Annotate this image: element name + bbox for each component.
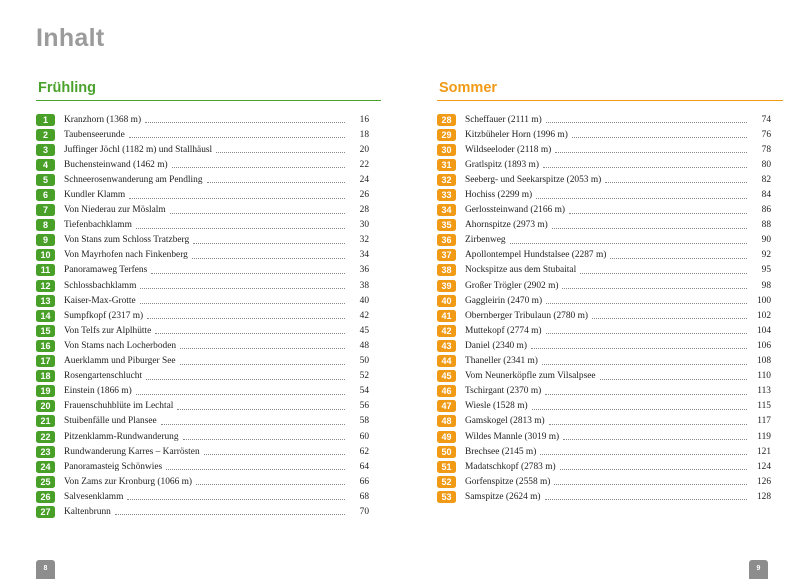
tour-number-badge: 23 — [36, 446, 55, 458]
toc-entry[interactable] — [36, 444, 381, 459]
toc-entry-title: Kaiser-Max-Grotte — [64, 295, 136, 306]
toc-entry-title: Scheffauer (2111 m) — [465, 114, 542, 125]
toc-entry[interactable] — [36, 172, 381, 187]
toc-entry[interactable] — [437, 489, 783, 504]
toc-entry[interactable] — [437, 474, 783, 489]
toc-entry[interactable] — [437, 308, 783, 323]
dot-leader — [155, 333, 345, 334]
toc-entry-title: Kranzhorn (1368 m) — [64, 114, 142, 125]
toc-entry[interactable] — [437, 278, 783, 293]
dot-leader — [531, 348, 747, 349]
dot-leader — [554, 484, 747, 485]
toc-entry[interactable] — [437, 444, 783, 459]
tour-number-badge: 31 — [437, 159, 456, 171]
dot-leader — [136, 394, 345, 395]
toc-entry-title: Einstein (1866 m) — [64, 386, 132, 397]
toc-entry-title: Gerlossteinwand (2166 m) — [465, 205, 565, 216]
tour-number-badge: 8 — [36, 219, 55, 231]
toc-entry[interactable] — [437, 399, 783, 414]
tour-number-badge: 28 — [437, 114, 456, 126]
tour-number-badge: 17 — [36, 355, 55, 367]
toc-entry[interactable] — [36, 414, 381, 429]
toc-entry[interactable] — [36, 112, 381, 127]
toc-entry[interactable] — [36, 278, 381, 293]
tour-number-badge: 11 — [36, 264, 55, 276]
toc-entry-title: Buchensteinwand (1462 m) — [64, 159, 168, 170]
tour-number-badge: 52 — [437, 476, 456, 488]
toc-entry-page: 26 — [359, 190, 369, 201]
toc-entry-title: Frauenschuhblüte im Lechtal — [64, 401, 174, 412]
toc-entry-title: Salvesenklamm — [64, 491, 124, 502]
dot-leader — [592, 318, 747, 319]
dot-leader — [555, 152, 747, 153]
toc-entry-title: Kaltenbrunn — [64, 506, 111, 517]
tour-number-badge: 40 — [437, 295, 456, 307]
toc-entry-title: Brechsee (2145 m) — [465, 446, 537, 457]
dot-leader — [562, 288, 747, 289]
toc-entry-title: Rosengartenschlucht — [64, 371, 143, 382]
toc-entry[interactable] — [437, 293, 783, 308]
tour-number-badge: 13 — [36, 295, 55, 307]
dot-leader — [549, 424, 747, 425]
toc-entry-page: 70 — [359, 506, 369, 517]
toc-entry[interactable] — [36, 263, 381, 278]
tour-number-badge: 35 — [437, 219, 456, 231]
dot-leader — [546, 122, 747, 123]
toc-entry-page: 36 — [359, 265, 369, 276]
tour-number-badge: 6 — [36, 189, 55, 201]
dot-leader — [170, 213, 345, 214]
toc-entry-page: 20 — [359, 144, 369, 155]
toc-entry[interactable] — [36, 127, 381, 142]
toc-entry-page: 34 — [359, 250, 369, 261]
toc-entry[interactable] — [36, 474, 381, 489]
toc-entry-title: Von Mayrhofen nach Finkenberg — [64, 250, 188, 261]
toc-entry-page: 124 — [756, 461, 771, 472]
dot-leader — [546, 333, 747, 334]
toc-entry-title: Pitzenklamm-Rundwanderung — [64, 431, 179, 442]
toc-entry-page: 88 — [761, 220, 771, 231]
toc-entry-title: Von Stams nach Locherboden — [64, 340, 177, 351]
tour-number-badge: 47 — [437, 400, 456, 412]
dot-leader — [192, 258, 345, 259]
dot-leader — [147, 318, 345, 319]
dot-leader — [563, 439, 747, 440]
dot-leader — [172, 167, 345, 168]
toc-entry-page: 76 — [761, 129, 771, 140]
toc-entry-title: Von Niederau zur Möslalm — [64, 205, 166, 216]
dot-leader — [510, 243, 747, 244]
tour-number-badge: 26 — [36, 491, 55, 503]
tour-number-badge: 46 — [437, 385, 456, 397]
toc-entry-title: Kitzbüheler Horn (1996 m) — [465, 129, 568, 140]
tour-number-badge: 4 — [36, 159, 55, 171]
toc-entry-title: Zirbenweg — [465, 235, 506, 246]
toc-entry-title: Kundler Klamm — [64, 190, 126, 201]
tour-number-badge: 41 — [437, 310, 456, 322]
dot-leader — [580, 273, 747, 274]
dot-leader — [610, 258, 747, 259]
dot-leader — [183, 439, 345, 440]
toc-entry[interactable] — [36, 218, 381, 233]
dot-leader — [536, 198, 747, 199]
toc-entry-title: Daniel (2340 m) — [465, 340, 527, 351]
toc-entry-page: 48 — [359, 340, 369, 351]
toc-entry[interactable] — [437, 187, 783, 202]
toc-entry-title: Taubenseerunde — [64, 129, 125, 140]
toc-entry-page: 56 — [359, 401, 369, 412]
tour-number-badge: 33 — [437, 189, 456, 201]
toc-entry[interactable] — [437, 203, 783, 218]
tour-number-badge: 25 — [36, 476, 55, 488]
toc-entry-title: Obernberger Tribulaun (2780 m) — [465, 310, 588, 321]
toc-entry-title: Schlossbachklamm — [64, 280, 137, 291]
dot-leader — [540, 454, 747, 455]
toc-entry-page: 40 — [359, 295, 369, 306]
tour-number-badge: 29 — [437, 129, 456, 141]
toc-entry[interactable] — [437, 248, 783, 263]
toc-entry-page: 30 — [359, 220, 369, 231]
toc-entry-page: 100 — [756, 295, 771, 306]
dot-leader — [569, 213, 747, 214]
tour-number-badge: 12 — [36, 280, 55, 292]
toc-entry-page: 16 — [359, 114, 369, 125]
toc-entry[interactable] — [437, 218, 783, 233]
tour-number-badge: 7 — [36, 204, 55, 216]
toc-entry[interactable] — [437, 127, 783, 142]
toc-entry-title: Panoramaweg Terfens — [64, 265, 148, 276]
toc-entry-title: Hochiss (2299 m) — [465, 190, 533, 201]
toc-entry-page: 32 — [359, 235, 369, 246]
toc-entry[interactable] — [437, 263, 783, 278]
dot-leader — [140, 288, 345, 289]
dot-leader — [572, 137, 747, 138]
toc-entry-title: Samspitze (2624 m) — [465, 491, 541, 502]
toc-entry-title: Großer Trögler (2902 m) — [465, 280, 559, 291]
toc-entry[interactable] — [437, 157, 783, 172]
dot-leader — [216, 152, 345, 153]
toc-entry-page: 45 — [359, 325, 369, 336]
toc-entry-page: 95 — [761, 265, 771, 276]
tour-number-badge: 14 — [36, 310, 55, 322]
tour-number-badge: 21 — [36, 415, 55, 427]
tour-number-badge: 38 — [437, 264, 456, 276]
tour-number-badge: 15 — [36, 325, 55, 337]
toc-entry-title: Gratlspitz (1893 m) — [465, 159, 539, 170]
dot-leader — [542, 364, 747, 365]
toc-entry-title: Muttekopf (2774 m) — [465, 325, 542, 336]
toc-entry[interactable] — [437, 142, 783, 157]
toc-entry[interactable] — [36, 248, 381, 263]
tour-number-badge: 49 — [437, 431, 456, 443]
toc-entry[interactable] — [437, 429, 783, 444]
tour-number-badge: 1 — [36, 114, 55, 126]
dot-leader — [166, 469, 345, 470]
page-number-left: 8 — [36, 560, 55, 579]
toc-entry-title: Wildseeloder (2118 m) — [465, 144, 552, 155]
tour-number-badge: 51 — [437, 461, 456, 473]
toc-entry-page: 58 — [359, 416, 369, 427]
toc-entry-title: Nockspitze aus dem Stubaital — [465, 265, 577, 276]
toc-entry[interactable] — [36, 384, 381, 399]
toc-entry-title: Apollontempel Hundstalsee (2287 m) — [465, 250, 607, 261]
toc-entry-page: 90 — [761, 235, 771, 246]
dot-leader — [140, 303, 345, 304]
toc-entry-title: Wiesle (1528 m) — [465, 401, 528, 412]
tour-number-badge: 45 — [437, 370, 456, 382]
tour-number-badge: 53 — [437, 491, 456, 503]
dot-leader — [600, 379, 747, 380]
tour-number-badge: 16 — [36, 340, 55, 352]
spring-toc-list — [36, 112, 381, 520]
toc-entry[interactable] — [36, 504, 381, 519]
toc-entry-page: 28 — [359, 205, 369, 216]
tour-number-badge: 48 — [437, 415, 456, 427]
tour-number-badge: 3 — [36, 144, 55, 156]
toc-entry[interactable] — [36, 323, 381, 338]
toc-entry-page: 78 — [761, 144, 771, 155]
toc-entry-page: 22 — [359, 159, 369, 170]
toc-entry[interactable] — [36, 459, 381, 474]
tour-number-badge: 32 — [437, 174, 456, 186]
tour-number-badge: 42 — [437, 325, 456, 337]
toc-entry-page: 62 — [359, 446, 369, 457]
toc-entry-page: 108 — [756, 356, 771, 367]
toc-entry-page: 54 — [359, 386, 369, 397]
toc-entry[interactable] — [36, 308, 381, 323]
dot-leader — [180, 364, 345, 365]
toc-entry-title: Rundwanderung Karres – Karrösten — [64, 446, 200, 457]
toc-entry[interactable] — [36, 157, 381, 172]
toc-entry-title: Gamskogel (2813 m) — [465, 416, 545, 427]
dot-leader — [196, 484, 345, 485]
tour-number-badge: 10 — [36, 249, 55, 261]
toc-entry-page: 128 — [756, 491, 771, 502]
toc-entry-title: Von Stans zum Schloss Tratzberg — [64, 235, 190, 246]
toc-entry[interactable] — [36, 187, 381, 202]
dot-leader — [545, 499, 747, 500]
toc-entry-page: 119 — [757, 431, 771, 442]
dot-leader — [605, 182, 747, 183]
tour-number-badge: 2 — [36, 129, 55, 141]
dot-leader — [145, 122, 345, 123]
toc-entry-page: 110 — [757, 371, 771, 382]
toc-entry[interactable] — [437, 369, 783, 384]
toc-entry-page: 24 — [359, 174, 369, 185]
tour-number-badge: 39 — [437, 280, 456, 292]
dot-leader — [146, 379, 345, 380]
toc-entry-title: Vom Neunerköpfle zum Vilsalpsee — [465, 371, 596, 382]
dot-leader — [543, 167, 747, 168]
toc-entry-page: 60 — [359, 431, 369, 442]
dot-leader — [136, 228, 345, 229]
dot-leader — [204, 454, 345, 455]
toc-entry[interactable] — [36, 142, 381, 157]
toc-entry-page: 126 — [756, 476, 771, 487]
dot-leader — [180, 348, 345, 349]
dot-leader — [552, 228, 747, 229]
toc-entry-title: Juffinger Jöchl (1182 m) und Stallhäusl — [64, 144, 213, 155]
toc-entry-page: 121 — [756, 446, 771, 457]
tour-number-badge: 36 — [437, 234, 456, 246]
tour-number-badge: 20 — [36, 400, 55, 412]
toc-entry-title: Thaneller (2341 m) — [465, 356, 538, 367]
dot-leader — [545, 394, 747, 395]
dot-leader — [193, 243, 345, 244]
tour-number-badge: 24 — [36, 461, 55, 473]
toc-entry-title: Stuibenfälle und Plansee — [64, 416, 157, 427]
toc-entry[interactable] — [36, 233, 381, 248]
dot-leader — [207, 182, 345, 183]
dot-leader — [161, 424, 345, 425]
toc-entry-page: 74 — [761, 114, 771, 125]
toc-entry-title: Madatschkopf (2783 m) — [465, 461, 556, 472]
toc-entry-title: Tiefenbachklamm — [64, 220, 132, 231]
spring-heading: Frühling — [36, 80, 381, 101]
tour-number-badge: 37 — [437, 249, 456, 261]
toc-entry[interactable] — [36, 369, 381, 384]
toc-entry[interactable] — [437, 172, 783, 187]
dot-leader — [546, 303, 747, 304]
tour-number-badge: 18 — [36, 370, 55, 382]
summer-section — [437, 80, 783, 504]
dot-leader — [129, 137, 345, 138]
toc-entry[interactable] — [36, 354, 381, 369]
toc-entry-page: 104 — [756, 325, 771, 336]
dot-leader — [127, 499, 345, 500]
tour-number-badge: 44 — [437, 355, 456, 367]
tour-number-badge: 5 — [36, 174, 55, 186]
toc-entry[interactable] — [437, 233, 783, 248]
toc-entry-page: 84 — [761, 190, 771, 201]
tour-number-badge: 9 — [36, 234, 55, 246]
tour-number-badge: 43 — [437, 340, 456, 352]
toc-entry-page: 52 — [359, 371, 369, 382]
toc-entry[interactable] — [437, 414, 783, 429]
toc-entry-page: 80 — [761, 159, 771, 170]
tour-number-badge: 22 — [36, 431, 55, 443]
toc-entry[interactable] — [437, 323, 783, 338]
toc-entry-page: 106 — [756, 340, 771, 351]
toc-entry-title: Wildes Mannle (3019 m) — [465, 431, 560, 442]
tour-number-badge: 27 — [36, 506, 55, 518]
dot-leader — [129, 198, 345, 199]
toc-entry[interactable] — [36, 489, 381, 504]
dot-leader — [560, 469, 747, 470]
toc-entry-title: Seeberg- und Seekarspitze (2053 m) — [465, 174, 602, 185]
toc-entry[interactable] — [36, 293, 381, 308]
toc-entry[interactable] — [36, 203, 381, 218]
toc-entry-title: Gorfenspitze (2558 m) — [465, 476, 551, 487]
toc-entry-title: Gaggleirin (2470 m) — [465, 295, 543, 306]
toc-entry-title: Auerklamm und Piburger See — [64, 356, 176, 367]
toc-entry[interactable] — [437, 384, 783, 399]
tour-number-badge: 34 — [437, 204, 456, 216]
toc-entry-page: 113 — [757, 386, 771, 397]
toc-entry[interactable] — [437, 338, 783, 353]
toc-entry-title: Schneerosenwanderung am Pendling — [64, 174, 203, 185]
page-title: Inhalt — [36, 24, 105, 52]
toc-entry-title: Tschirgant (2370 m) — [465, 386, 542, 397]
toc-entry-page: 68 — [359, 491, 369, 502]
dot-leader — [115, 514, 345, 515]
toc-entry-title: Panoramasteig Schönwies — [64, 461, 163, 472]
toc-entry-page: 66 — [359, 476, 369, 487]
toc-entry-title: Von Zams zur Kronburg (1066 m) — [64, 476, 193, 487]
toc-entry-page: 50 — [359, 356, 369, 367]
toc-entry-title: Sumpfkopf (2317 m) — [64, 310, 144, 321]
toc-entry-title: Ahornspitze (2973 m) — [465, 220, 548, 231]
summer-toc-list — [437, 112, 783, 504]
toc-entry[interactable] — [36, 399, 381, 414]
dot-leader — [177, 409, 345, 410]
toc-entry-page: 115 — [757, 401, 771, 412]
toc-entry-page: 18 — [359, 129, 369, 140]
toc-entry[interactable] — [437, 459, 783, 474]
toc-entry-page: 92 — [761, 250, 771, 261]
tour-number-badge: 30 — [437, 144, 456, 156]
tour-number-badge: 19 — [36, 385, 55, 397]
toc-entry-page: 102 — [756, 310, 771, 321]
dot-leader — [151, 273, 345, 274]
toc-entry-title: Von Telfs zur Alplhütte — [64, 325, 152, 336]
summer-heading: Sommer — [437, 80, 783, 101]
toc-entry-page: 42 — [359, 310, 369, 321]
toc-entry[interactable] — [437, 354, 783, 369]
toc-entry-page: 64 — [359, 461, 369, 472]
toc-entry[interactable] — [437, 112, 783, 127]
page-number-right: 9 — [749, 560, 768, 579]
spring-section — [36, 80, 381, 520]
toc-entry[interactable] — [36, 338, 381, 353]
dot-leader — [532, 409, 747, 410]
tour-number-badge: 50 — [437, 446, 456, 458]
toc-entry-page: 38 — [359, 280, 369, 291]
toc-entry-page: 86 — [761, 205, 771, 216]
toc-entry-page: 117 — [757, 416, 771, 427]
toc-entry[interactable] — [36, 429, 381, 444]
toc-entry-page: 98 — [761, 280, 771, 291]
toc-entry-page: 82 — [761, 174, 771, 185]
